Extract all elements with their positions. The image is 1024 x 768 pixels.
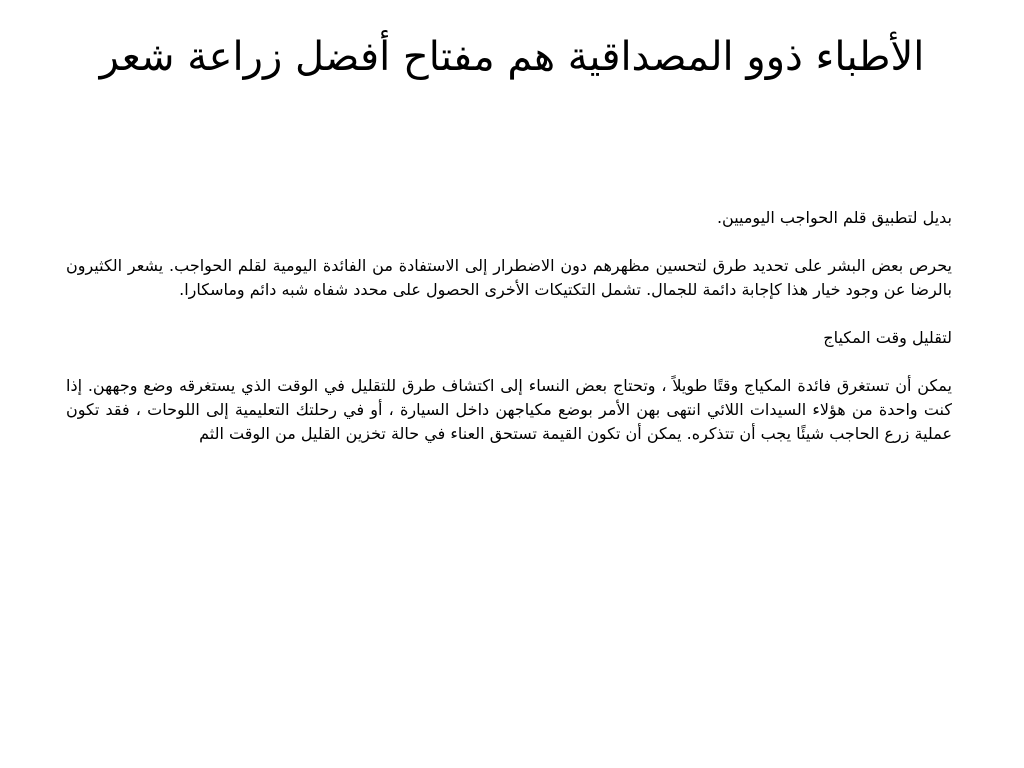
slide-body	[66, 206, 952, 446]
body-subheading-makeup-time: لتقليل وقت المكياج	[823, 328, 952, 347]
body-paragraph-makeup-time: يمكن أن تستغرق فائدة المكياج وقتًا طويلاً ، وتحتاج بعض النساء إلى اكتشاف طرق للتقليل في الوقت الذي يستغرقه وضع وجههن. إذا كنت واحدة من هؤلاء السيدات اللائي انتهى بهن الأمر بوضع مكياجهن داخل السيارة ، أو في رحلتك التعليمية إلى اللوحات ، فقد تكون عملية زرع الحاجب شيئًا يجب أن تتذكره. يمكن أن تكون القيمة تستحق العناء في حالة تخزين القليل من الوقت الثم	[66, 376, 952, 443]
body-paragraph-daily-benefit: يحرص بعض البشر على تحديد طرق لتحسين مظهرهم دون الاضطرار إلى الاستفادة من الفائدة اليومية لقلم الحواجب. يشعر الكثيرون بالرضا عن وجود خيار هذا كإجابة دائمة للجمال. تشمل التكتيكات الأخرى الحصول على محدد شفاه شبه دائم وماسكارا.	[66, 256, 952, 299]
slide-title: الأطباء ذوو المصداقية هم مفتاح أفضل زراعة شعر	[99, 34, 925, 80]
body-paragraph-intro: بديل لتطبيق قلم الحواجب اليوميين.	[716, 208, 952, 227]
